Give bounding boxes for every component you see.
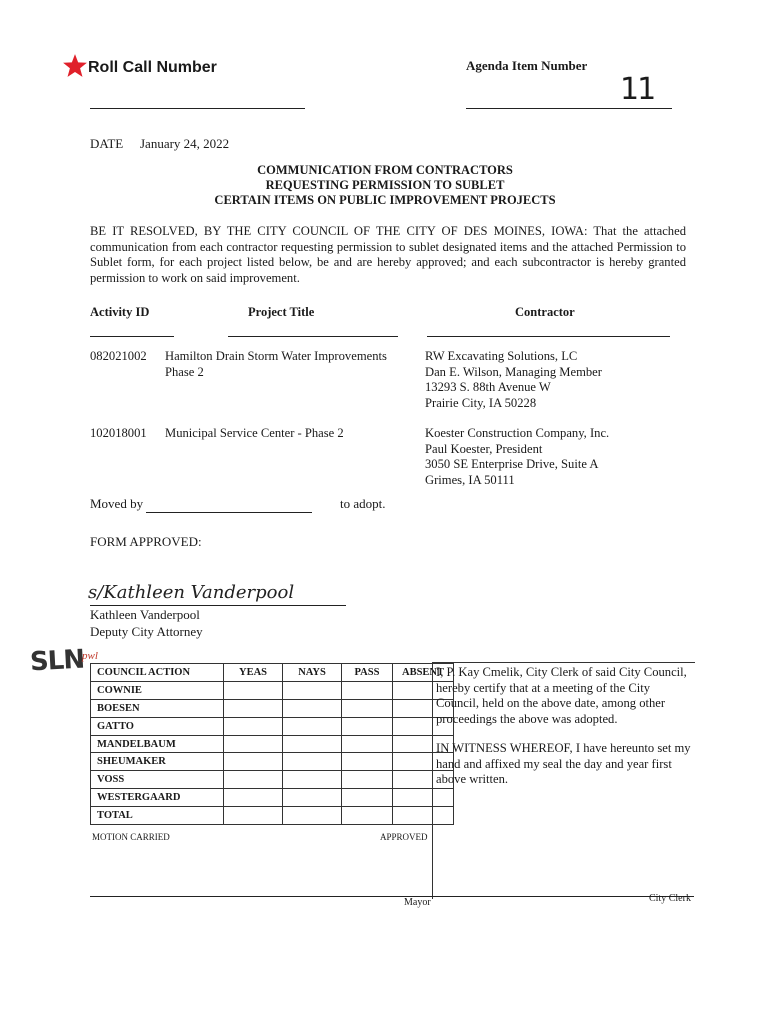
member-name: WESTERGAARD <box>91 789 224 807</box>
signature-script: s/Kathleen Vanderpool <box>88 582 295 603</box>
witness-text: IN WITNESS WHEREOF, I have hereunto set my hand and affixed my seal the day and year first above written. <box>436 741 691 786</box>
vote-cell <box>224 699 283 717</box>
motion-carried-label: MOTION CARRIED <box>92 832 170 842</box>
vote-cell <box>224 771 283 789</box>
vote-cell <box>342 699 393 717</box>
project-2-activity-id: 102018001 <box>90 426 147 440</box>
project-1-activity-id: 082021002 <box>90 349 147 363</box>
date-value: January 24, 2022 <box>140 136 230 151</box>
project-title-header: Project Title <box>248 305 315 319</box>
vote-cell <box>283 807 342 825</box>
contractor-header-rule <box>427 336 670 337</box>
vote-cell <box>283 681 342 699</box>
project-1-contractor-line: RW Excavating Solutions, LC <box>425 349 578 363</box>
table-row <box>91 771 454 789</box>
member-name: COWNIE <box>91 681 224 699</box>
vote-cell <box>224 807 283 825</box>
pass-header: PASS <box>342 664 393 682</box>
project-2-contractor-line: 3050 SE Enterprise Drive, Suite A <box>425 457 599 471</box>
vote-cell <box>224 753 283 771</box>
vote-cell <box>224 789 283 807</box>
project-2-contractor-line: Grimes, IA 50111 <box>425 472 515 487</box>
roll-call-line <box>90 108 305 109</box>
council-action-header: COUNCIL ACTION <box>91 664 224 682</box>
project-1-contractor-line: Prairie City, IA 50228 <box>425 395 537 410</box>
project-2-contractor <box>425 426 685 488</box>
vote-cell <box>283 735 342 753</box>
vote-cell <box>342 771 393 789</box>
activity-header-rule <box>90 336 174 337</box>
mayor-label: Mayor <box>404 897 431 908</box>
to-adopt-label: to adopt. <box>340 496 386 511</box>
member-name: MANDELBAUM <box>91 735 224 753</box>
project-2-title: Municipal Service Center - Phase 2 <box>165 426 344 440</box>
council-action-table <box>90 663 454 825</box>
handwritten-initials-sup: pwl <box>82 650 98 662</box>
vote-cell <box>224 681 283 699</box>
table-row <box>91 717 454 735</box>
agenda-item-line <box>466 108 672 109</box>
vote-cell <box>224 735 283 753</box>
total-label: TOTAL <box>91 807 224 825</box>
vote-cell <box>283 753 342 771</box>
table-row <box>91 789 454 807</box>
member-name: SHEUMAKER <box>91 753 224 771</box>
vote-cell <box>342 717 393 735</box>
moved-by-label: Moved by <box>90 496 144 511</box>
agenda-item-label: Agenda Item Number <box>466 58 588 73</box>
mayor-clerk-signature-line <box>90 896 694 897</box>
vote-cell <box>342 789 393 807</box>
signer-name: Kathleen Vanderpool <box>90 607 200 622</box>
yeas-header: YEAS <box>224 664 283 682</box>
vote-cell <box>224 717 283 735</box>
agenda-item-number: 11 <box>620 72 655 107</box>
vote-cell <box>283 717 342 735</box>
table-row <box>91 681 454 699</box>
council-action-header-row <box>91 664 454 682</box>
table-row <box>91 699 454 717</box>
title-line-3: CERTAIN ITEMS ON PUBLIC IMPROVEMENT PROJECTS <box>214 193 556 207</box>
member-name: VOSS <box>91 771 224 789</box>
vote-cell <box>283 699 342 717</box>
clerk-certification-text: I, P. Kay Cmelik, City Clerk of said City Council, hereby certify that at a meeting of the City Council, held on the above date, among other proceedings the above was adopted. <box>436 665 687 726</box>
handwritten-initials: SLN <box>29 644 85 678</box>
project-1-contractor <box>425 349 685 411</box>
title-line-2: REQUESTING PERMISSION TO SUBLET <box>265 178 505 192</box>
vote-cell <box>342 753 393 771</box>
project-2-contractor-line: Paul Koester, President <box>425 441 543 456</box>
city-clerk-label: City Clerk <box>649 893 691 904</box>
resolution-paragraph: BE IT RESOLVED, BY THE CITY COUNCIL OF THE CITY OF DES MOINES, IOWA: That the attached communication from each contractor requesting permission to sublet designated items and the attached Permission to Sublet form, for each project listed below, be and are hereby approved; and each subcontractor is hereby granted permission to work on said improvement. <box>90 224 686 285</box>
table-row <box>91 735 454 753</box>
roll-call-label: Roll Call Number <box>88 59 217 76</box>
table-row <box>91 807 454 825</box>
contractor-header: Contractor <box>515 305 575 319</box>
approved-label: APPROVED <box>380 832 428 842</box>
date-label: DATE <box>90 136 124 151</box>
vote-cell <box>342 807 393 825</box>
absent-header: ABSENT <box>393 664 454 682</box>
project-1-title: Hamilton Drain Storm Water Improvements Phase 2 <box>165 349 387 379</box>
project-1-contractor-line: Dan E. Wilson, Managing Member <box>425 364 602 379</box>
project-2-contractor-line: Koester Construction Company, Inc. <box>425 426 610 440</box>
member-name: GATTO <box>91 717 224 735</box>
red-star-icon <box>62 53 88 79</box>
vote-cell <box>342 735 393 753</box>
vote-cell <box>283 771 342 789</box>
nays-header: NAYS <box>283 664 342 682</box>
project-1-contractor-line: 13293 S. 88th Avenue W <box>425 380 551 394</box>
table-row <box>91 753 454 771</box>
moved-by-line <box>146 512 312 513</box>
member-name: BOESEN <box>91 699 224 717</box>
signature-line <box>90 605 346 606</box>
project-header-rule <box>228 336 398 337</box>
form-approved-label: FORM APPROVED: <box>90 534 202 549</box>
activity-id-header: Activity ID <box>90 305 150 319</box>
vote-cell <box>342 681 393 699</box>
signer-title: Deputy City Attorney <box>90 624 203 639</box>
vote-cell <box>283 789 342 807</box>
title-line-1: COMMUNICATION FROM CONTRACTORS <box>257 163 513 177</box>
